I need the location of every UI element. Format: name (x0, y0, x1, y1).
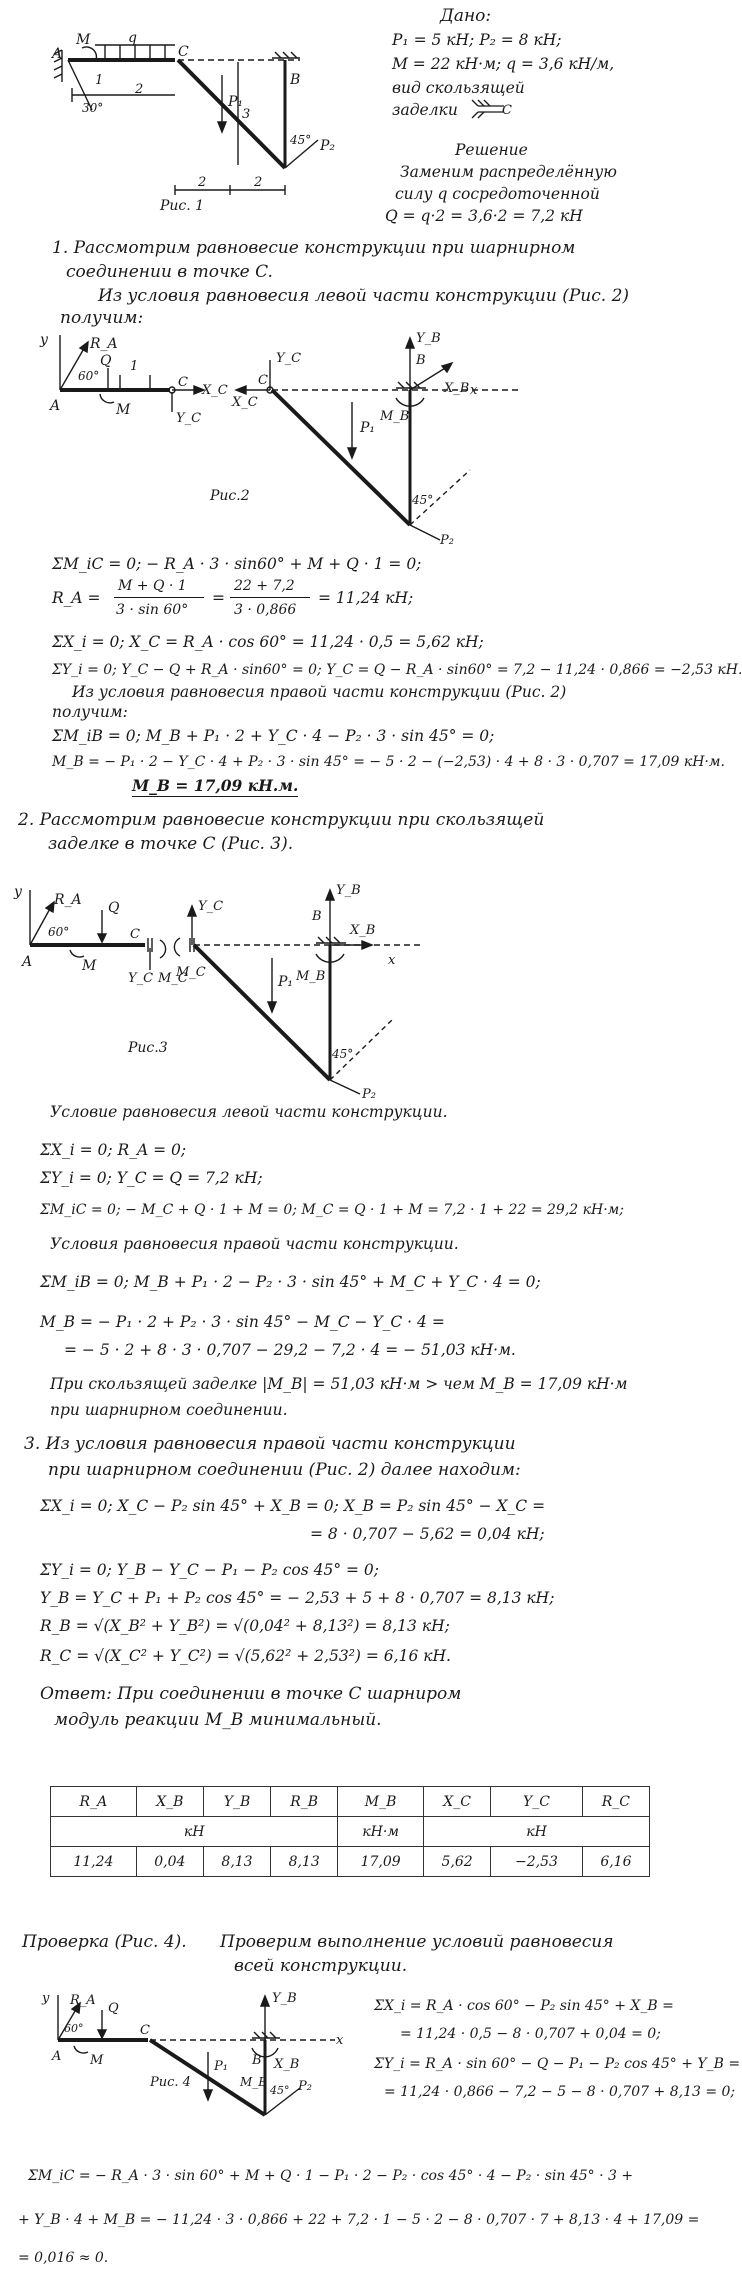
solution-line-3: Q = q·2 = 3,6·2 = 7,2 кН (385, 207, 583, 225)
fig2-label-q: Q (100, 353, 112, 369)
section1-heading-2: соединении в точке C. (66, 262, 273, 282)
fig3-label-xb: X_B (350, 923, 376, 938)
check-sum-y-1: ΣY_i = R_A · sin 60° − Q − P₁ − P₂ cos 45° + Y_B = (374, 2056, 741, 2072)
fig2-label-y: y (40, 332, 48, 348)
check-moment-1: ΣM_iC = − R_A · 3 · sin 60° + M + Q · 1 − P₁ · 2 − P₂ · cos 45° · 4 − P₂ · sin 45° · 3 + (28, 2168, 634, 2184)
given-line-4: заделки (392, 101, 458, 119)
section1-heading-4: получим: (60, 308, 144, 328)
section1-heading-1: 1. Рассмотрим равновесие конструкции при шарнирном (52, 238, 576, 258)
fig1-label-p1: P₁ (228, 94, 244, 110)
eq1-ra-den2: 3 · 0,866 (234, 602, 297, 618)
eq1-ra-formula (52, 576, 672, 620)
table-cell: −2,53 (491, 1847, 583, 1877)
check-moment-2: + Y_B · 4 + M_B = − 11,24 · 3 · 0,866 + 22 + 7,2 · 1 − 5 · 2 − 8 · 0,707 · 7 + 8,13 · 4 + 17,09 = (18, 2212, 700, 2228)
fig3-label-mc-left: M_C (158, 971, 188, 986)
fig3-label-x: x (388, 953, 396, 968)
fig2-label-xc-left: X_C (202, 383, 228, 398)
check-heading-2: Проверим выполнение условий равновесия (220, 1932, 614, 1952)
fig1-label-2c: 2 (254, 175, 263, 190)
fig3-label-yc-left: Y_C (128, 971, 154, 986)
fig2-label-b: B (416, 353, 426, 368)
fig4-label-c: C (140, 2023, 150, 2038)
table-row (51, 1847, 650, 1877)
solution-line-1: Заменим распределённую (400, 163, 617, 181)
eq1-line-3: ΣX_i = 0; X_C = R_A · cos 60° = 11,24 · 0,5 = 5,62 кН; (52, 633, 484, 651)
fig2-label-p1: P₁ (360, 420, 376, 436)
fig3-label-yb: Y_B (336, 883, 361, 898)
eq3-line-3: ΣY_i = 0; Y_B − Y_C − P₁ − P₂ cos 45° = 0; (40, 1561, 379, 1579)
fig3-label-ra: R_A (54, 892, 82, 908)
fig1-label-2a: 2 (135, 82, 144, 97)
table-cell: 6,16 (582, 1847, 649, 1877)
fig4-label-m: M (90, 2053, 104, 2068)
section2-heading-1: 2. Рассмотрим равновесие конструкции при скользящей (18, 810, 545, 830)
table-cell: 5,62 (424, 1847, 491, 1877)
eq2-line-5: Условия равновесия правой части конструкции. (50, 1235, 459, 1253)
fig3-label-y: y (14, 884, 22, 900)
fig1-label-a: A (52, 46, 63, 62)
eq2-line-6: ΣM_iB = 0; M_B + P₁ · 2 − P₂ · 3 · sin 45° + M_C + Y_C · 4 = 0; (40, 1273, 541, 1291)
fig4-label-y: y (42, 1991, 50, 2006)
table-units-row (51, 1817, 650, 1847)
fig1-label-c: C (178, 44, 189, 60)
fig2-label-45: 45° (412, 493, 434, 507)
eq3-line-5: R_B = √(X_B² + Y_B²) = √(0,04² + 8,13²) = 8,13 кН; (40, 1617, 450, 1635)
check-sum-x-1: ΣX_i = R_A · cos 60° − P₂ sin 45° + X_B = (374, 1998, 674, 2014)
fig1-label-45: 45° (290, 133, 312, 147)
fig1-label-3: 3 (242, 107, 251, 122)
eq3-line-2: = 8 · 0,707 − 5,62 = 0,04 кН; (310, 1525, 545, 1543)
eq2-line-1: Условие равновесия левой части конструкции. (50, 1103, 448, 1121)
eq2-line-10: при шарнирном соединении. (50, 1401, 288, 1419)
fig2-label-60: 60° (78, 369, 100, 383)
given-title: Дано: (440, 6, 492, 26)
check-sum-x-2: = 11,24 · 0,5 − 8 · 0,707 + 0,04 = 0; (400, 2026, 661, 2042)
fig3-label-mb: M_B (296, 969, 326, 984)
fig1-label-2b: 2 (198, 175, 207, 190)
fig2-caption: Рис.2 (210, 488, 250, 504)
fig4-label-mb: M_B (240, 2075, 268, 2089)
fig4-label-x: x (336, 2033, 344, 2048)
table-unit-cell: кН (424, 1817, 650, 1847)
table-header-cell: R_A (51, 1787, 137, 1817)
svg-text:C: C (502, 103, 512, 118)
solution-line-2: силу q сосредоточенной (395, 185, 600, 203)
fig2-label-c: C (178, 375, 188, 390)
check-sum-y-2: = 11,24 · 0,866 − 7,2 − 5 − 8 · 0,707 + 8,13 = 0; (384, 2084, 736, 2100)
table-cell: 8,13 (203, 1847, 270, 1877)
results-table (50, 1786, 650, 1877)
table-header-cell: R_C (582, 1787, 649, 1817)
fig3-label-p1: P₁ (278, 974, 294, 990)
eq1-ra-num2: 22 + 7,2 (234, 578, 295, 594)
solution-title: Решение (455, 141, 528, 159)
fig2-label-a: A (50, 398, 61, 414)
eq2-line-7: M_B = − P₁ · 2 + P₂ · 3 · sin 45° − M_C − Y_C · 4 = (40, 1313, 445, 1331)
eq1-line-4: ΣY_i = 0; Y_C − Q + R_A · sin60° = 0; Y_C = Q − R_A · sin60° = 7,2 − 11,24 · 0,866 = −2,53 кН. (52, 662, 742, 678)
fig3-label-m: M (82, 958, 97, 974)
fig1-caption: Рис. 1 (160, 198, 205, 214)
table-cell: 17,09 (338, 1847, 424, 1877)
eq2-line-9: При скользящей заделке |M_B| = 51,03 кН·м > чем M_B = 17,09 кН·м (50, 1375, 628, 1393)
eq1-ra-label: R_A = (52, 589, 101, 607)
table-unit-cell: кН·м (338, 1817, 424, 1847)
table-unit-cell: кН (51, 1817, 338, 1847)
fig4-label-60: 60° (64, 2022, 84, 2035)
fig4-label-b: B (252, 2053, 262, 2068)
eq2-line-2: ΣX_i = 0; R_A = 0; (40, 1141, 187, 1159)
eq3-answer-2: модуль реакции M_B минимальный. (54, 1710, 382, 1730)
section3-heading-1: 3. Из условия равновесия правой части конструкции (24, 1434, 516, 1454)
fig4-label-yb: Y_B (272, 1991, 297, 2006)
fig3-label-q: Q (108, 900, 120, 916)
figure-4 (0, 1990, 360, 2140)
fig3-caption: Рис.3 (128, 1040, 168, 1056)
fig1-label-30: 30° (82, 101, 104, 115)
eq1-ra-den1: 3 · sin 60° (116, 602, 189, 618)
table-header-cell: M_B (338, 1787, 424, 1817)
fig2-label-c2: C (258, 373, 268, 388)
eq1-line-7: ΣM_iB = 0; M_B + P₁ · 2 + Y_C · 4 − P₂ · 3 · sin 45° = 0; (52, 727, 495, 745)
fig4-label-q: Q (108, 2001, 119, 2016)
fig2-label-yc-right: Y_C (276, 351, 302, 366)
table-header-cell: Y_B (203, 1787, 270, 1817)
table-header-cell: R_B (271, 1787, 338, 1817)
eq2-line-3: ΣY_i = 0; Y_C = Q = 7,2 кН; (40, 1169, 263, 1187)
table-header-cell: Y_C (491, 1787, 583, 1817)
fig2-label-ra: R_A (90, 336, 118, 352)
fig1-label-m: M (76, 32, 91, 48)
eq2-line-4: ΣM_iC = 0; − M_C + Q · 1 + M = 0; M_C = Q · 1 + M = 7,2 · 1 + 22 = 29,2 кН·м; (40, 1202, 624, 1218)
table-cell: 0,04 (136, 1847, 203, 1877)
fig4-label-a: A (52, 2049, 62, 2064)
eq3-answer-1: Ответ: При соединении в точке C шарниром (40, 1684, 462, 1704)
fig2-label-1: 1 (130, 359, 139, 374)
eq3-line-6: R_C = √(X_C² + Y_C²) = √(5,62² + 2,53²) = 6,16 кН. (40, 1647, 451, 1665)
check-heading-1: Проверка (Рис. 4). (22, 1932, 187, 1952)
eq3-line-4: Y_B = Y_C + P₁ + P₂ cos 45° = − 2,53 + 5 + 8 · 0,707 = 8,13 кН; (40, 1589, 555, 1607)
fig3-label-a: A (22, 954, 33, 970)
table-header-cell: X_B (136, 1787, 203, 1817)
eq1-ra-eq: = (212, 589, 225, 607)
check-heading-3: всей конструкции. (234, 1956, 408, 1976)
table-header-cell: X_C (424, 1787, 491, 1817)
table-cell: 8,13 (271, 1847, 338, 1877)
eq1-line-8: M_B = − P₁ · 2 − Y_C · 4 + P₂ · 3 · sin 45° = − 5 · 2 − (−2,53) · 4 + 8 · 3 · 0,707 = 17,09 кН·м. (52, 754, 725, 770)
section3-heading-2: при шарнирном соединении (Рис. 2) далее находим: (48, 1460, 521, 1480)
fig3-label-mc-right: M_C (176, 965, 206, 980)
section2-heading-2: заделке в точке C (Рис. 3). (48, 834, 294, 854)
fig1-label-b: B (290, 72, 301, 88)
fig2-label-xc-right: X_C (232, 395, 258, 410)
fig1-label-p2: P₂ (320, 138, 336, 154)
check-moment-3: = 0,016 ≈ 0. (18, 2250, 109, 2266)
eq1-line-5: Из условия равновесия правой части конструкции (Рис. 2) (72, 683, 567, 701)
eq2-line-8: = − 5 · 2 + 8 · 3 · 0,707 − 29,2 − 7,2 · 4 = − 51,03 кН·м. (64, 1341, 516, 1359)
fig2-label-m: M (116, 402, 131, 418)
fig3-label-45: 45° (332, 1047, 354, 1061)
fig1-label-1: 1 (95, 73, 104, 88)
fig2-label-xb: X_B (444, 381, 470, 396)
given-line-1: P₁ = 5 кН; P₂ = 8 кН; (392, 31, 562, 49)
fig4-label-p1: P₁ (214, 2059, 228, 2074)
eq1-ra-result: = 11,24 кН; (318, 589, 414, 607)
fig4-label-p2: P₂ (298, 2079, 312, 2094)
fig3-label-p2: P₂ (362, 1087, 376, 1102)
fig4-caption: Рис. 4 (150, 2075, 191, 2090)
section1-heading-3: Из условия равновесия левой части конструкции (Рис. 2) (98, 286, 630, 306)
fig3-label-b: B (312, 909, 322, 924)
table-cell: 11,24 (51, 1847, 137, 1877)
fig3-label-c: C (130, 927, 140, 942)
fig2-label-p2: P₂ (440, 533, 454, 548)
fig2-label-x: x (470, 383, 478, 398)
eq3-line-1: ΣX_i = 0; X_C − P₂ sin 45° + X_B = 0; X_B = P₂ sin 45° − X_C = (40, 1497, 546, 1515)
figure-2 (0, 330, 700, 548)
fig4-label-ra: R_A (70, 1993, 96, 2008)
table-header-row (51, 1787, 650, 1817)
eq1-line-9: M_B = 17,09 кН.м. (132, 776, 299, 795)
fig3-label-60: 60° (48, 925, 70, 939)
eq1-line-1: ΣM_iC = 0; − R_A · 3 · sin60° + M + Q · 1 = 0; (52, 555, 422, 573)
fig2-label-yc-left: Y_C (176, 411, 202, 426)
fig4-label-45: 45° (270, 2084, 290, 2097)
fig4-label-xb: X_B (274, 2057, 300, 2072)
fig3-label-yc-right: Y_C (198, 899, 224, 914)
sliding-clamp-icon (470, 100, 510, 120)
eq1-line-6: получим: (52, 703, 128, 721)
fig2-label-mb: M_B (380, 409, 410, 424)
given-line-2: M = 22 кН·м; q = 3,6 кН/м, (392, 55, 615, 73)
figure-3 (0, 880, 700, 1102)
eq1-ra-num1: M + Q · 1 (118, 578, 187, 594)
given-line-3: вид скользящей (392, 79, 525, 97)
fig2-label-yb: Y_B (416, 331, 441, 346)
fig1-label-q: q (128, 30, 137, 46)
